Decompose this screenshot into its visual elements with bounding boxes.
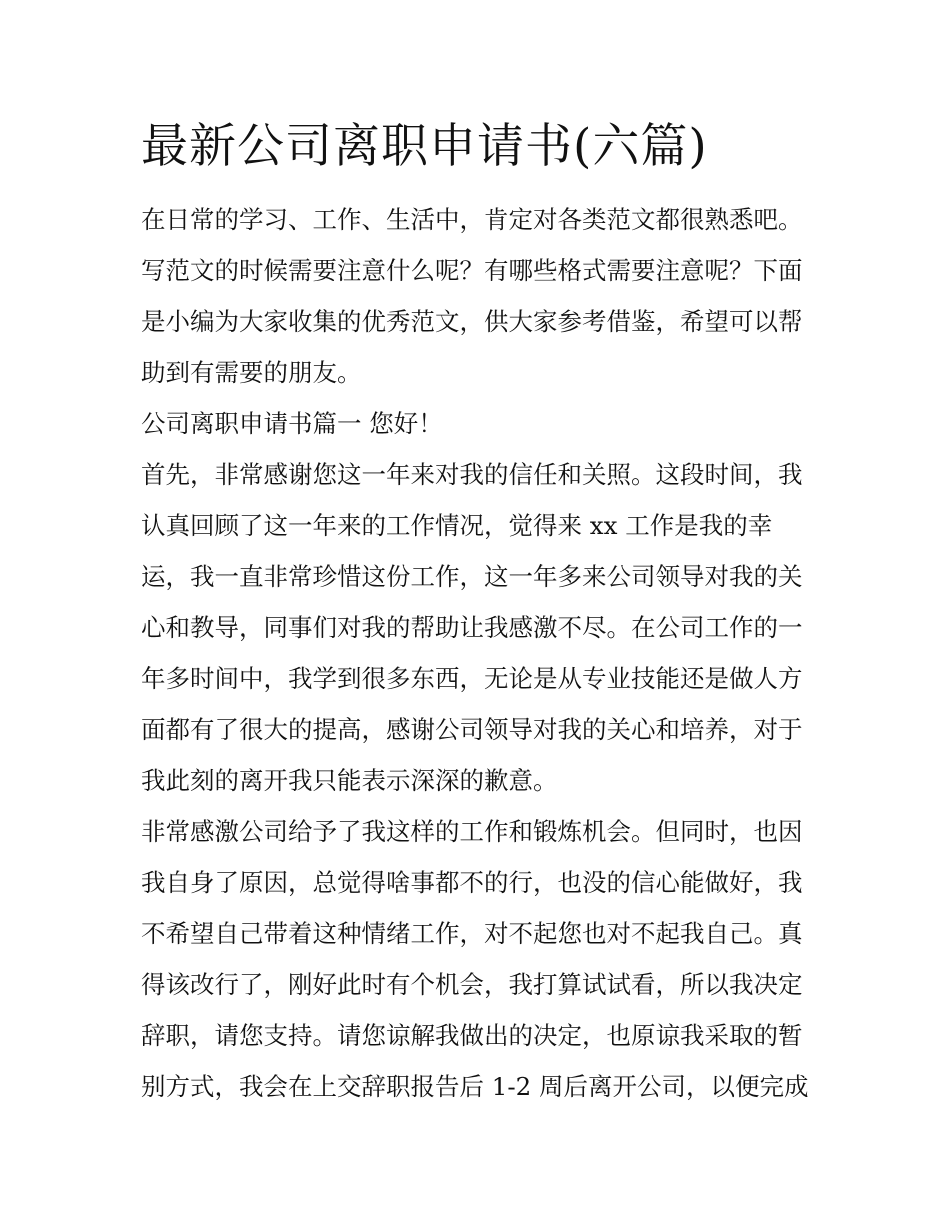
paragraph-line: 助到有需要的朋友。	[141, 358, 362, 387]
paragraph-line: 是小编为大家收集的优秀范文，供大家参考借鉴，希望可以帮	[141, 307, 803, 336]
paragraph-line: 面都有了很大的提高，感谢公司领导对我的关心和培养，对于	[141, 715, 803, 744]
paragraph-line: 心和教导，同事们对我的帮助让我感激不尽。在公司工作的一	[141, 613, 803, 642]
paragraph-line: 认真回顾了这一年来的工作情况，觉得来 xx 工作是我的幸	[141, 511, 773, 540]
paragraph-line: 年多时间中，我学到很多东西，无论是从专业技能还是做人方	[141, 664, 803, 693]
paragraph-line: 首先，非常感谢您这一年来对我的信任和关照。这段时间，我	[141, 460, 803, 489]
paragraph-line: 在日常的学习、工作、生活中，肯定对各类范文都很熟悉吧。	[141, 205, 803, 234]
paragraph-line: 别方式，我会在上交辞职报告后 1-2 周后离开公司，以便完成	[141, 1072, 809, 1101]
paragraph-line: 我此刻的离开我只能表示深深的歉意。	[141, 766, 558, 795]
paragraph-line: 不希望自己带着这种情绪工作，对不起您也对不起我自己。真	[141, 919, 803, 948]
paragraph-line: 辞职，请您支持。请您谅解我做出的决定，也原谅我采取的暂	[141, 1021, 803, 1050]
paragraph-line: 我自身了原因，总觉得啥事都不的行，也没的信心能做好，我	[141, 868, 803, 897]
paragraph-line: 非常感激公司给予了我这样的工作和锻炼机会。但同时，也因	[141, 817, 803, 846]
paragraph-line: 运，我一直非常珍惜这份工作，这一年多来公司领导对我的关	[141, 562, 803, 591]
section-heading-line: 公司离职申请书篇一 您好！	[141, 409, 443, 438]
document-title: 最新公司离职申请书(六篇)	[141, 119, 708, 174]
paragraph-line: 写范文的时候需要注意什么呢？有哪些格式需要注意呢？下面	[141, 256, 803, 285]
paragraph-line: 得该改行了，刚好此时有个机会，我打算试试看，所以我决定	[141, 970, 803, 999]
